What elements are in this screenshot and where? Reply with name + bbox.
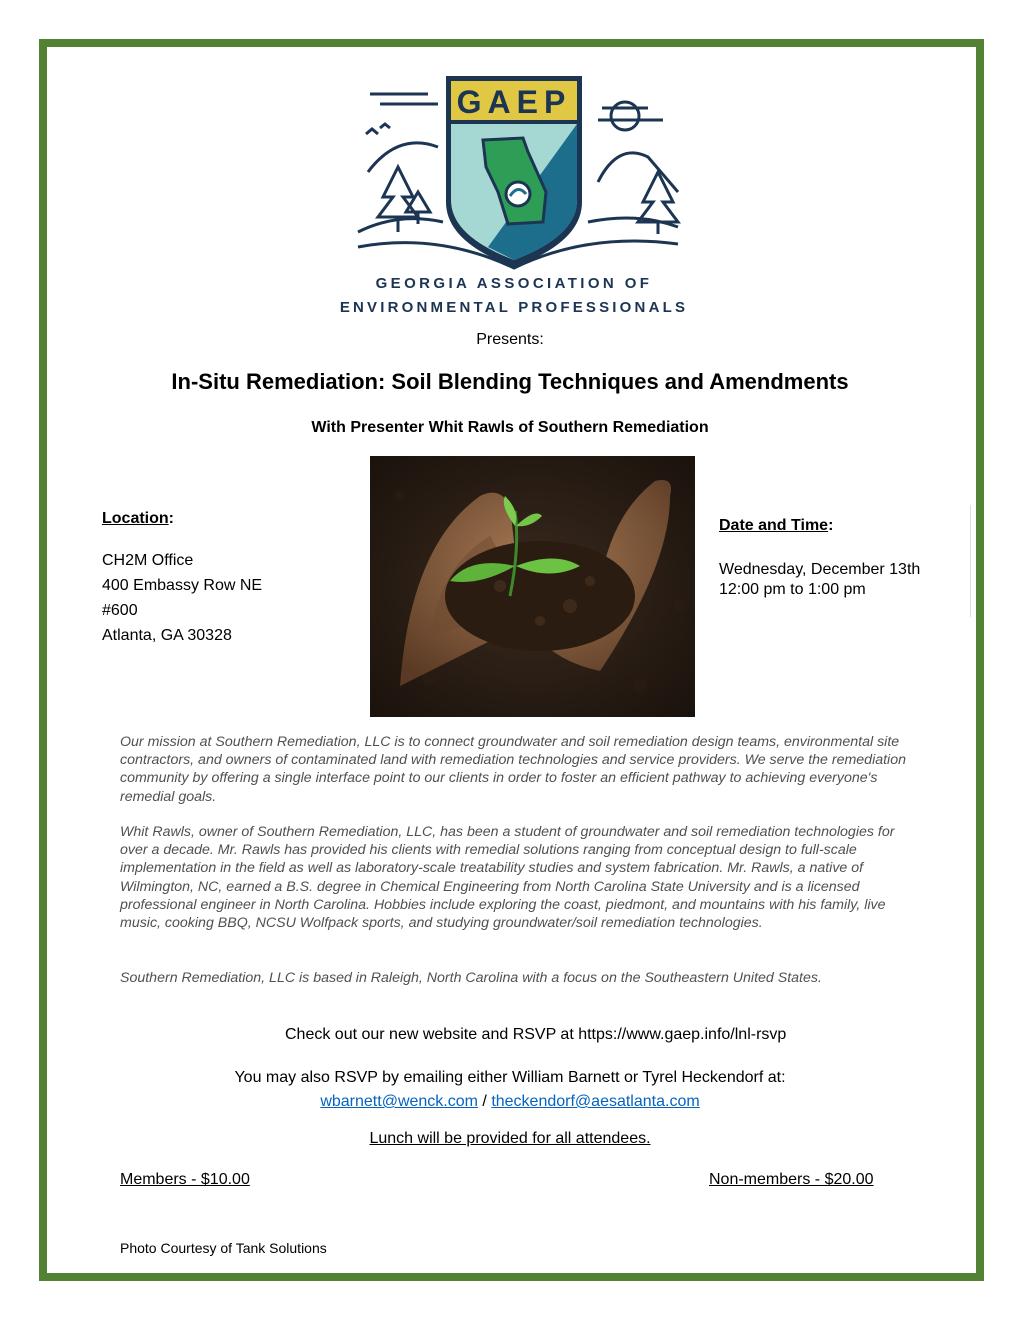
soil-seedling-photo [370,456,695,717]
datetime-heading: Date and Time: [719,517,834,534]
event-time: 12:00 pm to 1:00 pm [719,581,866,598]
company-location-paragraph: Southern Remediation, LLC is based in Raleigh, North Carolina with a focus on the Southeastern United States. [120,970,822,986]
event-subtitle: With Presenter Whit Rawls of Southern Remediation [311,419,709,436]
email-link-heckendorf[interactable]: theckendorf@aesatlanta.com [491,1093,700,1110]
wind-lines-icon [366,94,438,134]
location-line: Atlanta, GA 30328 [102,627,232,644]
presenter-bio-paragraph: Whit Rawls, owner of Southern Remediation, LLC, has been a student of groundwater and soil remediation technologies for over a decade. Mr. Rawls has provided his clients with remedial solutions ranging from conceptual design to full-scale implementation in the field as well as laboratory-scale treatability studies and system fabrication. Mr. Rawls, a native of Wilmington, NC, earned a B.S. degree in Chemical Engineering from North Carolina State University and is a licensed professional engineer in North Carolina. Hobbies include exploring the coast, piedmont, and mountains with his family, live music, cooking BBQ, NCSU Wolfpack sports, and studying groundwater/soil remediation technologies. [120,824,895,932]
location-heading: Location: [102,510,174,527]
gaep-logo [318,72,710,322]
datetime-details [719,560,920,600]
lunch-note: Lunch will be provided for all attendees. [369,1130,651,1147]
location-line: 400 Embassy Row NE [102,577,263,594]
mission-paragraph: Our mission at Southern Remediation, LLC is to connect groundwater and soil remediation design teams, environmental site contractors, and owners of contaminated land with remediation technologies and service providers. We serve the remediation community by offering a single interface point to our clients in order to foster an efficient pathway to achieving everyone's remedial goals. [120,734,906,805]
members-price: Members - $10.00 [120,1171,250,1188]
email-link-barnett[interactable]: wbarnett@wenck.com [320,1093,478,1110]
email-links: wbarnett@wenck.com / theckendorf@aesatlanta.com [320,1093,700,1110]
event-title: In-Situ Remediation: Soil Blending Techniques and Amendments [171,369,849,394]
location-line: #600 [102,602,138,619]
location-line: CH2M Office [102,552,194,569]
logo-org-line1: GEORGIA ASSOCIATION OF [375,275,653,292]
email-rsvp-line: You may also RSVP by emailing either William Barnett or Tyrel Heckendorf at: [234,1069,786,1086]
logo-acronym: GAEP [456,84,572,120]
website-rsvp-line: Check out our new website and RSVP at https://www.gaep.info/lnl-rsvp [285,1026,787,1043]
presents-label: Presents: [476,331,544,348]
photo-credit: Photo Courtesy of Tank Solutions [120,1240,327,1256]
location-address [102,548,262,648]
sun-icon [598,102,663,130]
email-rsvp [0,1066,1020,1114]
logo-org-line2: ENVIRONMENTAL PROFESSIONALS [339,299,689,316]
event-date: Wednesday, December 13th [719,561,921,578]
nonmembers-price: Non-members - $20.00 [709,1171,874,1188]
